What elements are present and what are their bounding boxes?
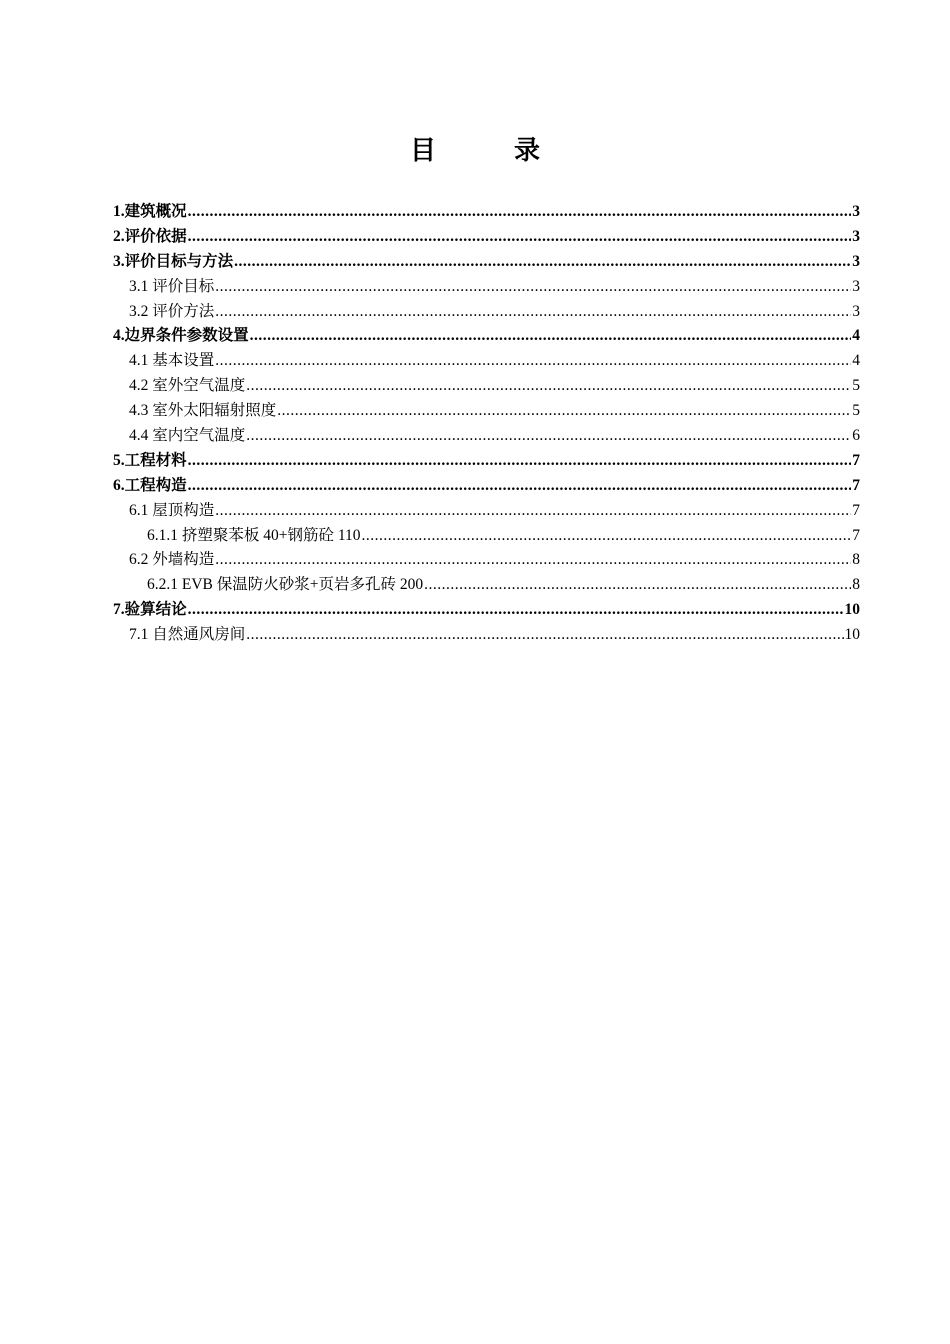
toc-entry-number: 2 bbox=[113, 227, 121, 245]
toc-entry[interactable] bbox=[113, 598, 860, 623]
toc-entry-title: 基本设置 bbox=[152, 352, 215, 370]
toc-entry-page: 10 bbox=[844, 626, 860, 644]
toc-entry-number: 4.4 bbox=[129, 427, 149, 445]
toc-entry-title: 室外空气温度 bbox=[152, 377, 246, 395]
toc-entry[interactable] bbox=[113, 449, 860, 474]
toc-entry[interactable] bbox=[113, 200, 860, 225]
toc-dot-leader bbox=[215, 499, 851, 524]
toc-entry-number: 6.1 bbox=[129, 501, 149, 519]
toc-entry[interactable] bbox=[113, 250, 860, 275]
toc-entry-page: 10 bbox=[844, 601, 860, 619]
toc-entry-number: 6.1.1 bbox=[147, 526, 178, 544]
toc-entry-title: EVB 保温防火砂浆+页岩多孔砖 200 bbox=[181, 576, 424, 594]
toc-entry-page: 7 bbox=[852, 501, 860, 519]
toc-entry-title: 室内空气温度 bbox=[152, 427, 246, 445]
toc-entry-title: 自然通风房间 bbox=[152, 626, 246, 644]
toc-entry-separator: . bbox=[120, 252, 125, 270]
toc-entry[interactable] bbox=[113, 399, 860, 424]
toc-entry[interactable] bbox=[113, 324, 860, 349]
toc-entry-page: 8 bbox=[852, 576, 860, 594]
toc-dot-leader bbox=[188, 474, 852, 499]
toc-entry[interactable] bbox=[113, 623, 860, 648]
toc-entry-title: 外墙构造 bbox=[152, 551, 215, 569]
toc-entry-page: 5 bbox=[852, 402, 860, 420]
toc-entry-page: 7 bbox=[852, 526, 860, 544]
toc-entry-separator: . bbox=[120, 327, 125, 345]
toc-dot-leader bbox=[424, 573, 851, 598]
toc-dot-leader bbox=[215, 275, 851, 300]
toc-dot-leader bbox=[188, 598, 844, 623]
toc-entry-title: 评价目标与方法 bbox=[124, 252, 234, 270]
toc-entry-page: 5 bbox=[852, 377, 860, 395]
toc-entry-number: 4 bbox=[113, 327, 121, 345]
toc-entry-page: 4 bbox=[852, 327, 860, 345]
toc-entry-separator: . bbox=[120, 203, 125, 220]
toc-entry-page: 7 bbox=[852, 451, 860, 469]
toc-entry-number: 6.2 bbox=[129, 551, 149, 569]
toc-entry-title: 挤塑聚苯板 40+钢筋砼 110 bbox=[181, 526, 361, 544]
toc-entry-page: 3 bbox=[852, 252, 860, 270]
toc-dot-leader bbox=[277, 399, 851, 424]
toc-entry-number: 6.2.1 bbox=[147, 576, 178, 594]
toc-entry-title: 验算结论 bbox=[124, 601, 187, 619]
toc-entry-number: 4.2 bbox=[129, 377, 149, 395]
toc-entry[interactable] bbox=[113, 548, 860, 573]
toc-entry-title: 评价目标 bbox=[152, 277, 215, 295]
toc-entry[interactable] bbox=[113, 275, 860, 300]
toc-dot-leader bbox=[246, 424, 851, 449]
toc-dot-leader bbox=[188, 200, 852, 225]
toc-entry-number: 1 bbox=[113, 203, 121, 220]
toc-entry-title: 边界条件参数设置 bbox=[124, 327, 249, 345]
toc-entry[interactable] bbox=[113, 424, 860, 449]
toc-entry-title: 建筑概况 bbox=[124, 203, 187, 220]
toc-entry-title: 室外太阳辐射照度 bbox=[152, 402, 277, 420]
toc-title: 目 录 bbox=[409, 136, 566, 166]
toc-entry-page: 3 bbox=[852, 227, 860, 245]
toc-dot-leader bbox=[188, 449, 852, 474]
toc-entry-number: 4.3 bbox=[129, 402, 149, 420]
toc-dot-leader bbox=[246, 623, 843, 648]
toc-entry[interactable] bbox=[113, 474, 860, 499]
toc-dot-leader bbox=[188, 225, 852, 250]
toc-entry[interactable] bbox=[113, 349, 860, 374]
toc-entry[interactable] bbox=[113, 300, 860, 325]
toc-entry-page: 3 bbox=[852, 302, 860, 320]
toc-entry-page: 4 bbox=[852, 352, 860, 370]
toc-entry[interactable] bbox=[113, 374, 860, 399]
toc-dot-leader bbox=[246, 374, 851, 399]
toc-entry[interactable] bbox=[113, 524, 860, 549]
toc-dot-leader bbox=[250, 324, 852, 349]
toc-entry-title: 工程构造 bbox=[124, 476, 187, 494]
toc-dot-leader bbox=[362, 524, 852, 549]
toc-dot-leader bbox=[215, 300, 851, 325]
toc-entry-title: 屋顶构造 bbox=[152, 501, 215, 519]
toc-entry-page: 6 bbox=[852, 427, 860, 445]
toc-entry-title: 评价方法 bbox=[152, 302, 215, 320]
toc-entry-number: 7 bbox=[113, 601, 121, 619]
toc-entry-page: 8 bbox=[852, 551, 860, 569]
toc-entry[interactable] bbox=[113, 225, 860, 250]
toc-entry-page: 7 bbox=[852, 476, 860, 494]
toc-entry-number: 3.1 bbox=[129, 277, 149, 295]
toc-entry-number: 7.1 bbox=[129, 626, 149, 644]
toc-entry-page: 3 bbox=[852, 277, 860, 295]
toc-entry-number: 5 bbox=[113, 451, 121, 469]
toc-entry[interactable] bbox=[113, 573, 860, 598]
toc-entry-number: 4.1 bbox=[129, 352, 149, 370]
toc-dot-leader bbox=[234, 250, 851, 275]
toc-entry-title: 工程材料 bbox=[124, 451, 187, 469]
toc-dot-leader bbox=[215, 548, 851, 573]
toc-entry-page: 3 bbox=[852, 203, 860, 220]
table-of-contents bbox=[113, 200, 860, 648]
toc-entry-separator: . bbox=[120, 227, 125, 245]
toc-entry-separator: . bbox=[120, 601, 125, 619]
toc-entry-number: 6 bbox=[113, 476, 121, 494]
toc-entry-separator: . bbox=[120, 451, 125, 469]
toc-entry[interactable] bbox=[113, 499, 860, 524]
toc-entry-number: 3 bbox=[113, 252, 121, 270]
toc-entry-number: 3.2 bbox=[129, 302, 149, 320]
toc-entry-title: 评价依据 bbox=[124, 227, 187, 245]
toc-dot-leader bbox=[215, 349, 851, 374]
toc-entry-separator: . bbox=[120, 476, 125, 494]
